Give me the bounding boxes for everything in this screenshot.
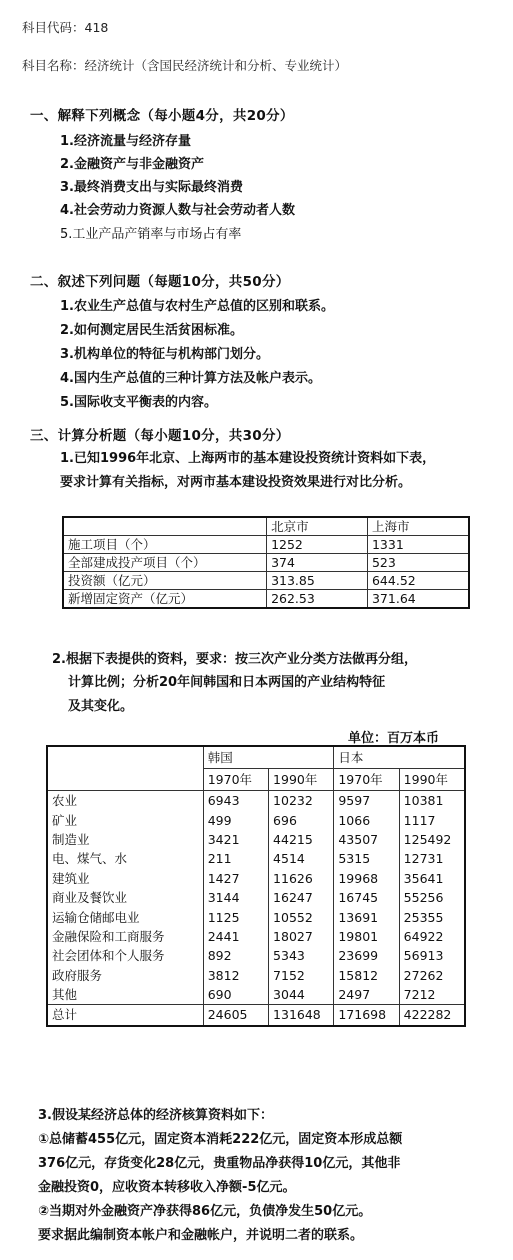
- table-cell: 电、煤气、水: [52, 851, 128, 867]
- table-cell: 19968: [334, 869, 399, 888]
- year-header: 1990年: [269, 769, 334, 791]
- unit-label: 单位：百万本币: [348, 731, 440, 746]
- table-cell: 696: [269, 810, 334, 829]
- table-cell: 2441: [203, 927, 268, 946]
- table-cell: 政府服务: [52, 967, 103, 983]
- table-cell: 总计: [47, 1005, 203, 1026]
- table-cell: 1066: [334, 810, 399, 829]
- table-cell: 10381: [399, 791, 465, 811]
- section1-item-3: 3.最终消费支出与实际最终消费: [60, 180, 243, 195]
- section1-item-1: 1.经济流量与经济存量: [60, 134, 191, 149]
- table-cell: 523: [367, 554, 469, 572]
- table-cell: 10552: [269, 907, 334, 926]
- table-cell: 社会团体和个人服务: [52, 948, 165, 964]
- table-header-cell: 上海市: [367, 517, 469, 536]
- table-row: [47, 888, 465, 907]
- table-cell: 6943: [203, 791, 268, 811]
- table-cell: 农业: [52, 793, 78, 809]
- table-row: [47, 869, 465, 888]
- subject-name: 科目名称：经济统计（含国民经济统计和分析、专业统计）: [22, 58, 348, 73]
- table-cell: 矿业: [52, 812, 78, 828]
- section3-title: 三、计算分析题（每小题10分，共30分）: [30, 428, 290, 444]
- table-cell: 64922: [399, 927, 465, 946]
- section2-item-2: 2.如何测定居民生活贫困标准。: [60, 323, 243, 338]
- table-row: [47, 946, 465, 965]
- table-row: [47, 985, 465, 1005]
- table-cell: 25355: [399, 907, 465, 926]
- table-row: [63, 572, 469, 590]
- table-header-row: [47, 746, 465, 769]
- q2-line-2: 计算比例；分析20年间韩国和日本两国的产业结构特征: [68, 675, 386, 690]
- table-cell: 16745: [334, 888, 399, 907]
- q3-line-2: ①总储蓄455亿元，固定资本消耗222亿元，固定资本形成总额: [38, 1132, 403, 1147]
- table-row: [47, 849, 465, 868]
- country-header-japan: 日本: [334, 746, 465, 769]
- table-header-cell: 北京市: [267, 517, 368, 536]
- q3-line-3: 376亿元，存货变化28亿元，贵重物品净获得10亿元，其他非: [38, 1156, 401, 1171]
- table-cell: 1331: [367, 536, 469, 554]
- table-cell: 211: [203, 849, 268, 868]
- q2-line-1: 2.根据下表提供的资料，要求：按三次产业分类方法做再分组，: [52, 652, 417, 667]
- table-cell: 44215: [269, 830, 334, 849]
- table-cell: 7152: [269, 966, 334, 985]
- table-cell: 1125: [203, 907, 268, 926]
- table-cell: 9597: [334, 791, 399, 811]
- table-cell: 全部建成投产项目（个）: [63, 554, 267, 572]
- table-cell: 499: [203, 810, 268, 829]
- table-row: [47, 927, 465, 946]
- table-header-cell: [47, 746, 203, 791]
- table-cell: 422282: [399, 1005, 465, 1026]
- table-cell: 新增固定资产（亿元）: [63, 590, 267, 609]
- table-cell: 171698: [334, 1005, 399, 1026]
- table-cell: 262.53: [267, 590, 368, 609]
- table-cell: 313.85: [267, 572, 368, 590]
- table-cell: 690: [203, 985, 268, 1005]
- table-cell: 131648: [269, 1005, 334, 1026]
- section2-title: 二、叙述下列问题（每题10分，共50分）: [30, 274, 290, 290]
- table-cell: 5315: [334, 849, 399, 868]
- q3-line-1: 3.假设某经济总体的经济核算资料如下：: [38, 1108, 273, 1123]
- table-cell: 3044: [269, 985, 334, 1005]
- table-cell: 1117: [399, 810, 465, 829]
- table-cell: 27262: [399, 966, 465, 985]
- table-row: [47, 830, 465, 849]
- table-row: [47, 966, 465, 985]
- section2-item-5: 5.国际收支平衡表的内容。: [60, 395, 217, 410]
- table-cell: 35641: [399, 869, 465, 888]
- table-row: [63, 554, 469, 572]
- section2-item-4: 4.国内生产总值的三种计算方法及帐户表示。: [60, 371, 321, 386]
- year-header: 1970年: [334, 769, 399, 791]
- table-cell: 3812: [203, 966, 268, 985]
- q3-line-6: 要求据此编制资本帐户和金融帐户，并说明二者的联系。: [38, 1228, 364, 1243]
- q3-line-5: ②当期对外金融资产净获得86亿元，负债净发生50亿元。: [38, 1204, 372, 1219]
- table-cell: 125492: [399, 830, 465, 849]
- table-cell: 其他: [52, 987, 78, 1003]
- table-cell: 1427: [203, 869, 268, 888]
- table-cell: 15812: [334, 966, 399, 985]
- section1-item-2: 2.金融资产与非金融资产: [60, 157, 204, 172]
- q1-line-2: 要求计算有关指标，对两市基本建设投资效果进行对比分析。: [60, 475, 412, 490]
- q3-line-4: 金融投资0，应收资本转移收入净额-5亿元。: [38, 1180, 296, 1195]
- table-total-row: [47, 1005, 465, 1026]
- table-cell: 1252: [267, 536, 368, 554]
- table-cell: 3144: [203, 888, 268, 907]
- subject-code: 科目代码：418: [22, 20, 109, 35]
- table-cell: 24605: [203, 1005, 268, 1026]
- section2-item-3: 3.机构单位的特征与机构部门划分。: [60, 347, 269, 362]
- table-cell: 4514: [269, 849, 334, 868]
- table-cell: 18027: [269, 927, 334, 946]
- section1-item-5: 5.工业产品产销率与市场占有率: [60, 227, 242, 242]
- section1-item-4: 4.社会劳动力资源人数与社会劳动者人数: [60, 203, 295, 218]
- table-cell: 3421: [203, 830, 268, 849]
- table-cell: 商业及餐饮业: [52, 890, 128, 906]
- country-header-korea: 韩国: [203, 746, 334, 769]
- table-cell: 19801: [334, 927, 399, 946]
- table-cell: 7212: [399, 985, 465, 1005]
- table-row: [47, 810, 465, 829]
- q1-line-1: 1.已知1996年北京、上海两市的基本建设投资统计资料如下表，: [60, 451, 436, 466]
- table-header-cell: [63, 517, 267, 536]
- table-cell: 投资额（亿元）: [63, 572, 267, 590]
- table-header-row: [63, 517, 469, 536]
- table-cell: 644.52: [367, 572, 469, 590]
- table-cell: 12731: [399, 849, 465, 868]
- table-cell: 2497: [334, 985, 399, 1005]
- table-cell: 23699: [334, 946, 399, 965]
- table-row: [47, 791, 465, 811]
- table-cell: 10232: [269, 791, 334, 811]
- table-cell: 制造业: [52, 831, 90, 847]
- section2-item-1: 1.农业生产总值与农村生产总值的区别和联系。: [60, 299, 334, 314]
- table-cell: 11626: [269, 869, 334, 888]
- table-cell: 16247: [269, 888, 334, 907]
- table-cell: 374: [267, 554, 368, 572]
- table-cell: 371.64: [367, 590, 469, 609]
- table-row: [63, 590, 469, 609]
- investment-table: [62, 516, 470, 609]
- section1-title: 一、解释下列概念（每小题4分，共20分）: [30, 108, 294, 124]
- table-cell: 892: [203, 946, 268, 965]
- table-cell: 43507: [334, 830, 399, 849]
- table-cell: 5343: [269, 946, 334, 965]
- table-row: [47, 907, 465, 926]
- year-header: 1970年: [203, 769, 268, 791]
- table-cell: 金融保险和工商服务: [52, 928, 165, 944]
- table-row: [63, 536, 469, 554]
- table-cell: 56913: [399, 946, 465, 965]
- table-cell: 运输仓储邮电业: [52, 909, 140, 925]
- year-header: 1990年: [399, 769, 465, 791]
- table-cell: 施工项目（个）: [63, 536, 267, 554]
- table-cell: 建筑业: [52, 870, 90, 886]
- industry-table: [46, 745, 466, 1027]
- table-cell: 55256: [399, 888, 465, 907]
- q2-line-3: 及其变化。: [68, 699, 134, 714]
- table-cell: 13691: [334, 907, 399, 926]
